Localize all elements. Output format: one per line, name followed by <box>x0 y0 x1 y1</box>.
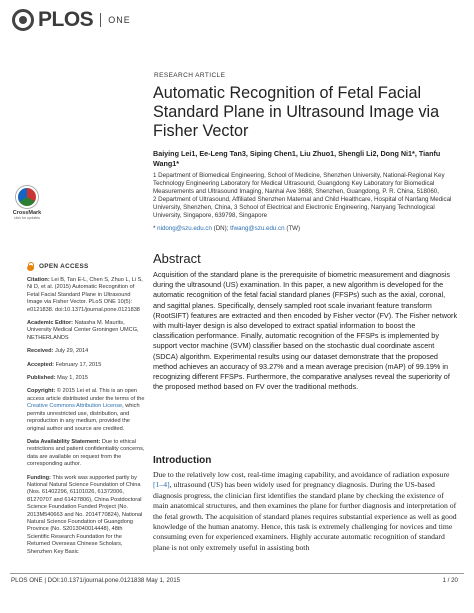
article-type: RESEARCH ARTICLE <box>154 72 226 79</box>
reference-link[interactable]: [1–4] <box>153 480 170 490</box>
copyright-heading: Copyright: <box>27 388 56 395</box>
footer-divider <box>10 573 464 574</box>
editor-text: Natasha M. Maurits, University Medical Center Groningen UMCG, NETHERLANDS <box>27 320 139 341</box>
email-link-2[interactable]: tfwang@szu.edu.cn <box>230 225 285 232</box>
copyright-text-a: © 2015 Lei et al. This is an open access article distributed under the terms of the <box>27 388 145 402</box>
article-sidebar <box>27 262 145 562</box>
data-availability-block <box>27 439 145 469</box>
affiliations <box>153 172 458 220</box>
footer-journal-info: PLOS ONE | DOI:10.1371/journal.pone.0121838 May 1, 2015 <box>11 577 181 584</box>
logo-divider <box>100 13 101 27</box>
license-link[interactable]: Creative Commons Attribution License <box>27 403 123 410</box>
footer-page-number: 1 / 20 <box>442 577 458 584</box>
received-block <box>27 348 145 355</box>
email-tag-1: (DN); <box>211 225 231 232</box>
funding-heading: Funding: <box>27 474 51 481</box>
article-title: Automatic Recognition of Fetal Facial Standard Plane in Ultrasound Image via Fisher Vector <box>153 84 440 140</box>
received-heading: Received: <box>27 348 54 355</box>
data-availability-text: Due to ethical restrictions and patient confidentiality concerns, data are available on request from the corresponding author. <box>27 438 145 468</box>
citation-heading: Citation: <box>27 277 50 283</box>
editor-block <box>27 320 145 342</box>
email-link-1[interactable]: nidong@szu.edu.cn <box>157 225 212 232</box>
accepted-date: February 17, 2015 <box>54 361 102 368</box>
citation-text: Lei B, Tan E-L, Chen S, Zhuo L, Li S, Ni D, et al. (2015) Automatic Recognition of Fetal Facial Standard Plane in Ultrasound Image via Fisher Vector. PLoS ONE 10(5): e0121838. doi:10.1371/journal.pone.0121838 <box>27 277 143 313</box>
crossmark-badge[interactable] <box>10 186 44 220</box>
plos-one-logo[interactable] <box>12 8 131 32</box>
citation-block <box>27 277 145 314</box>
email-prefix: * <box>153 225 158 232</box>
logo-sub-text: ONE <box>108 15 131 25</box>
intro-text-b: , ultrasound (US) has been widely used for pregnancy diagnosis. During the US-based diagnosis progress, the clinician first identifies the standard plane by checking the existence of main anatomical structures, and then examines the plane for further diagnosis and interpretation of the fetal growth. The acquisition of standard planes requires substantial experience as well as good knowledge of the human anatomy. Hence, this task is extremely challenging for novices and time consuming even for experienced examiners. Highly accurate automatic recognition of standard plane is not only extremely useful in assisting both <box>153 480 457 552</box>
copyright-text-b: , which permits unrestricted use, distribution, and reproduction in any medium, provided the original author and source are credited. <box>27 403 140 432</box>
funding-text: This work was supported partly by National Natural Science Foundation of China (Nos. 61402296, 61101026, 61372006, 81270707 and 61427806), China Postdoctoral Science Foundation Funded Project (No. 2013M540663 and No. 2014T70824), National Natural Science Foundation of Guangdong Province (No. S2013040014448), 48th Scientific Research Foundation for the Returned Overseas Chinese Scholars, Shenzhen Key Basic <box>27 474 143 555</box>
accepted-heading: Accepted: <box>27 361 55 368</box>
open-access-lock-icon <box>27 262 35 271</box>
funding-block <box>27 475 145 556</box>
open-access-row <box>27 262 145 271</box>
editor-heading: Academic Editor: <box>27 320 74 327</box>
author-list: Baiying Lei1, Ee-Leng Tan3, Siping Chen1, Liu Zhuo1, Shengli Li2, Dong Ni1*, Tianfu Wang1* <box>153 149 441 168</box>
abstract-heading: Abstract <box>153 251 201 266</box>
corresponding-emails <box>153 225 300 232</box>
published-heading: Published: <box>27 375 56 382</box>
received-date: July 29, 2014 <box>53 348 89 355</box>
affiliation-2: 2 Department of Ultrasound, Affiliated Shenzhen Maternal and Child Healthcare, Hospital of Nanfang Medical University, Shenzhen, China, 3 School of Electrical and Electronic Engineering, Nanyang Technological University, Singapore, 639798, Singapore <box>153 196 452 219</box>
published-block <box>27 375 145 382</box>
crossmark-label: CrossMark <box>12 210 42 216</box>
copyright-block <box>27 388 145 432</box>
logo-main-text: PLOS <box>38 8 94 31</box>
open-access-label: OPEN ACCESS <box>39 262 89 270</box>
introduction-text <box>153 470 458 553</box>
crossmark-sub: click for updates <box>14 216 40 220</box>
published-date: May 1, 2015 <box>55 375 88 382</box>
accepted-block <box>27 362 145 369</box>
data-availability-heading: Data Availability Statement: <box>27 438 101 445</box>
plos-logo-icon <box>12 9 34 31</box>
crossmark-icon <box>16 186 38 208</box>
abstract-text: Acquisition of the standard plane is the prerequisite of biometric measurement and diagnosis during the ultrasound (US) examination. In this paper, a new algorithm is developed for the automatic recognition of the fetal facial standard planes (FFSPs) such as the axial, coronal, and sagittal planes. Specifically, densely sampled root scale invariant feature transform (RootSIFT) features are extracted and then encoded by Fisher vector (FV). The Fisher network with multi-layer design is also developed to extract spatial information to boost the classification performance. Finally, automatic recognition of the FFSPs is implemented by support vector machine (SVM) classifier based on the stochastic dual coordinate ascent (SDCA) algorithm. Experimental results using our dataset demonstrate that the proposed method achieves an accuracy of 93.27% and a mean average precision (mAP) of 99.19% in recognizing different FFSPs. Furthermore, the comparative analyses reveal the superiority of the proposed method based on FV over the traditional methods. <box>153 270 458 392</box>
introduction-heading: Introduction <box>153 455 212 466</box>
intro-text-a: Due to the relatively low cost, real-time imaging capability, and avoidance of radiation exposure <box>153 470 450 479</box>
email-tag-2: (TW) <box>284 225 301 232</box>
affiliation-1: 1 Department of Biomedical Engineering, School of Medicine, Shenzhen University, National-Regional Key Technology Engineering Laboratory for Medical Ultrasound, Guangdong Key Laboratory for Biomedical Measurements and Ultrasound Imaging, Nanhai Ave 3688, Shenzhen, Guangdong, P. R. China, 518060, <box>153 172 445 195</box>
